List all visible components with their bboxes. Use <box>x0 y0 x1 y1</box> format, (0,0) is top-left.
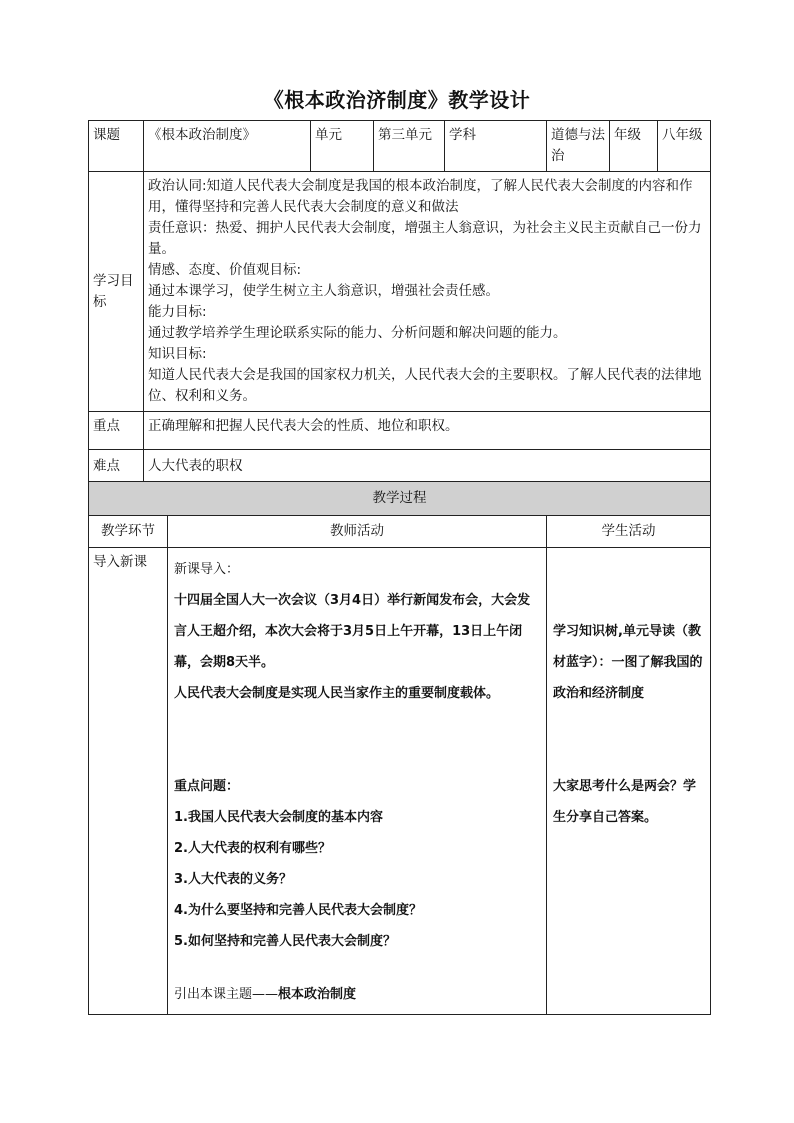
lead-prefix: 引出本课主题 <box>174 987 253 1002</box>
col-stage: 教学环节 <box>89 516 168 548</box>
key-point-value: 正确理解和把握人民代表大会的性质、地位和职权。 <box>144 412 711 450</box>
question-item: 2.人大代表的权利有哪些？ <box>174 841 331 856</box>
key-point-row <box>89 412 711 450</box>
subject-label: 学科 <box>445 121 547 172</box>
goal-line: 知识目标: <box>148 346 207 362</box>
lead-in <box>174 979 540 1010</box>
goal-line: 责任意识：热爱、拥护人民代表大会制度，增强主人翁意识，为社会主义民主贡献自己一份力量。 <box>148 220 702 257</box>
difficulty-row <box>89 450 711 482</box>
unit-label: 单元 <box>311 121 374 172</box>
student-activity <box>547 548 711 1015</box>
grade-value: 八年级 <box>658 121 711 172</box>
page-title: 《根本政治济制度》教学设计 <box>263 88 531 112</box>
goals-content <box>144 172 711 412</box>
goal-line: 政治认同:知道人民代表大会制度是我国的根本政治制度，了解人民代表大会制度的内容和作用，懂得坚持和完善人民代表大会制度的意义和做法 <box>148 178 693 215</box>
process-columns-row <box>89 516 711 548</box>
goals-label: 学习目标 <box>89 172 144 412</box>
grade-label: 年级 <box>610 121 658 172</box>
statement-text: 人民代表大会制度是实现人民当家作主的重要制度载体。 <box>174 686 500 701</box>
questions-label: 重点问题： <box>174 779 240 794</box>
intro-label: 新课导入： <box>174 562 240 577</box>
difficulty-label: 难点 <box>89 450 144 482</box>
question-item: 1.我国人民代表大会制度的基本内容 <box>174 810 383 825</box>
goal-line: 通过教学培养学生理论联系实际的能力、分析问题和解决问题的能力。 <box>148 325 567 341</box>
student-activity-2: 大家思考什么是两会？学生分享自己答案。 <box>553 779 697 825</box>
col-teacher: 教师活动 <box>168 516 547 548</box>
lead-dash: —— <box>252 987 279 1002</box>
process-row <box>89 548 711 1015</box>
key-point-label: 重点 <box>89 412 144 450</box>
info-row <box>89 121 711 172</box>
lead-topic: 根本政治制度 <box>278 987 357 1002</box>
question-item: 3.人大代表的义务？ <box>174 872 292 887</box>
difficulty-value: 人大代表的职权 <box>144 450 711 482</box>
goal-line: 能力目标: <box>148 304 207 320</box>
student-activity-1: 学习知识树,单元导读（教材蓝字）：一图了解我国的政治和经济制度 <box>553 624 703 701</box>
goal-line: 情感、态度、价值观目标: <box>148 262 302 278</box>
goal-line: 知道人民代表大会是我国的国家权力机关，人民代表大会的主要职权。了解人民代表的法律地位、权利和义务。 <box>148 367 702 404</box>
goals-row <box>89 172 711 412</box>
col-student: 学生活动 <box>547 516 711 548</box>
topic-label: 课题 <box>89 121 144 172</box>
question-item: 5.如何坚持和完善人民代表大会制度？ <box>174 934 396 949</box>
topic-value: 《根本政治制度》 <box>144 121 311 172</box>
process-header-row <box>89 482 711 516</box>
lesson-plan-table <box>88 120 711 1015</box>
subject-value: 道德与法治 <box>547 121 610 172</box>
teacher-activity <box>168 548 547 1015</box>
question-item: 4.为什么要坚持和完善人民代表大会制度？ <box>174 903 422 918</box>
goal-line: 通过本课学习，使学生树立主人翁意识，增强社会责任感。 <box>148 283 499 299</box>
news-text: 十四届全国人大一次会议（3月4日）举行新闻发布会，大会发言人王超介绍，本次大会将于3月5日上午开幕，13日上午闭幕，会期8天半。 <box>174 593 531 670</box>
unit-value: 第三单元 <box>374 121 445 172</box>
process-header: 教学过程 <box>89 482 711 516</box>
stage-name: 导入新课 <box>89 548 168 1015</box>
